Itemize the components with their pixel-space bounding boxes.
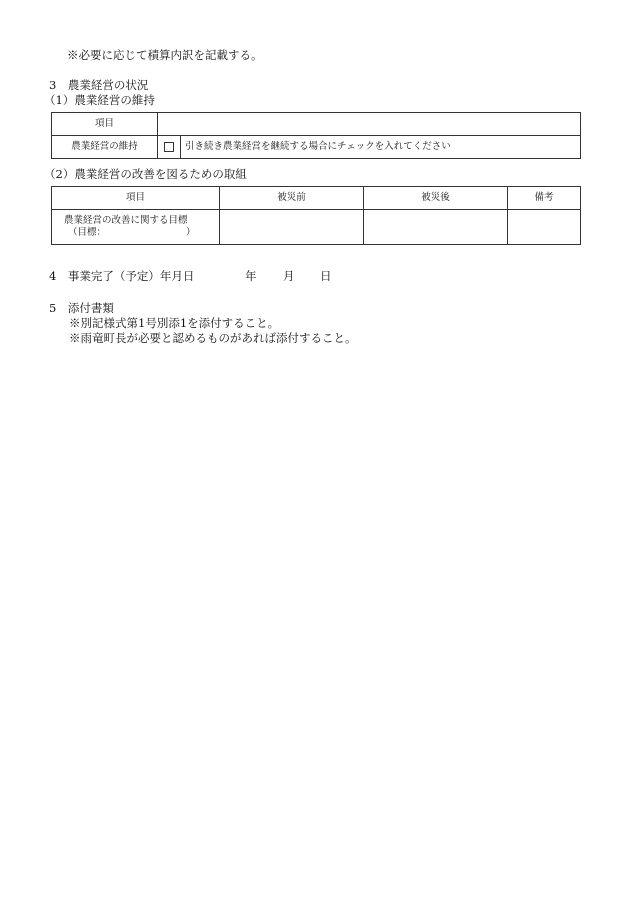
section3-sub1-heading: （1）農業経営の維持 bbox=[44, 93, 155, 107]
row-label-line2-wrap bbox=[64, 227, 219, 239]
farm-maintenance-table bbox=[51, 112, 581, 159]
col-item: 項目 bbox=[52, 187, 220, 210]
row-label-target bbox=[52, 210, 220, 245]
row-label-line2: （目標： bbox=[68, 227, 107, 238]
date-year: 年 bbox=[245, 269, 257, 283]
cell-before[interactable] bbox=[220, 210, 364, 245]
note-estimate: ※必要に応じて積算内訳を記載する。 bbox=[67, 48, 263, 62]
col-after: 被災後 bbox=[364, 187, 508, 210]
section4-heading: 4 事業完了（予定）年月日 bbox=[49, 269, 195, 283]
section5-heading: 5 添付書類 bbox=[49, 301, 114, 315]
row-label-maintenance: 農業経営の維持 bbox=[52, 136, 158, 159]
cell-remarks[interactable] bbox=[508, 210, 581, 245]
col-remarks: 備考 bbox=[508, 187, 581, 210]
cell-after[interactable] bbox=[364, 210, 508, 245]
section3-heading: 3 農業経営の状況 bbox=[49, 78, 149, 92]
row-label-line1: 農業経営の改善に関する目標 bbox=[64, 215, 188, 226]
date-month: 月 bbox=[283, 269, 295, 283]
checkbox-icon[interactable] bbox=[164, 142, 174, 152]
row-text-maintenance: 引き続き農業経営を継続する場合にチェックを入れてください bbox=[181, 136, 581, 159]
row-label-close: ） bbox=[186, 227, 196, 238]
header-item: 項目 bbox=[52, 113, 158, 136]
checkbox-cell[interactable] bbox=[158, 136, 181, 159]
col-before: 被災前 bbox=[220, 187, 364, 210]
header-empty bbox=[158, 113, 581, 136]
date-day: 日 bbox=[320, 269, 332, 283]
attach-note-2: ※雨竜町長が必要と認めるものがあれば添付すること。 bbox=[69, 331, 357, 345]
attach-note-1: ※別記様式第1号別添1を添付すること。 bbox=[69, 316, 280, 330]
section3-sub2-heading: （2）農業経営の改善を図るための取組 bbox=[44, 167, 247, 181]
improvement-table bbox=[51, 186, 581, 245]
